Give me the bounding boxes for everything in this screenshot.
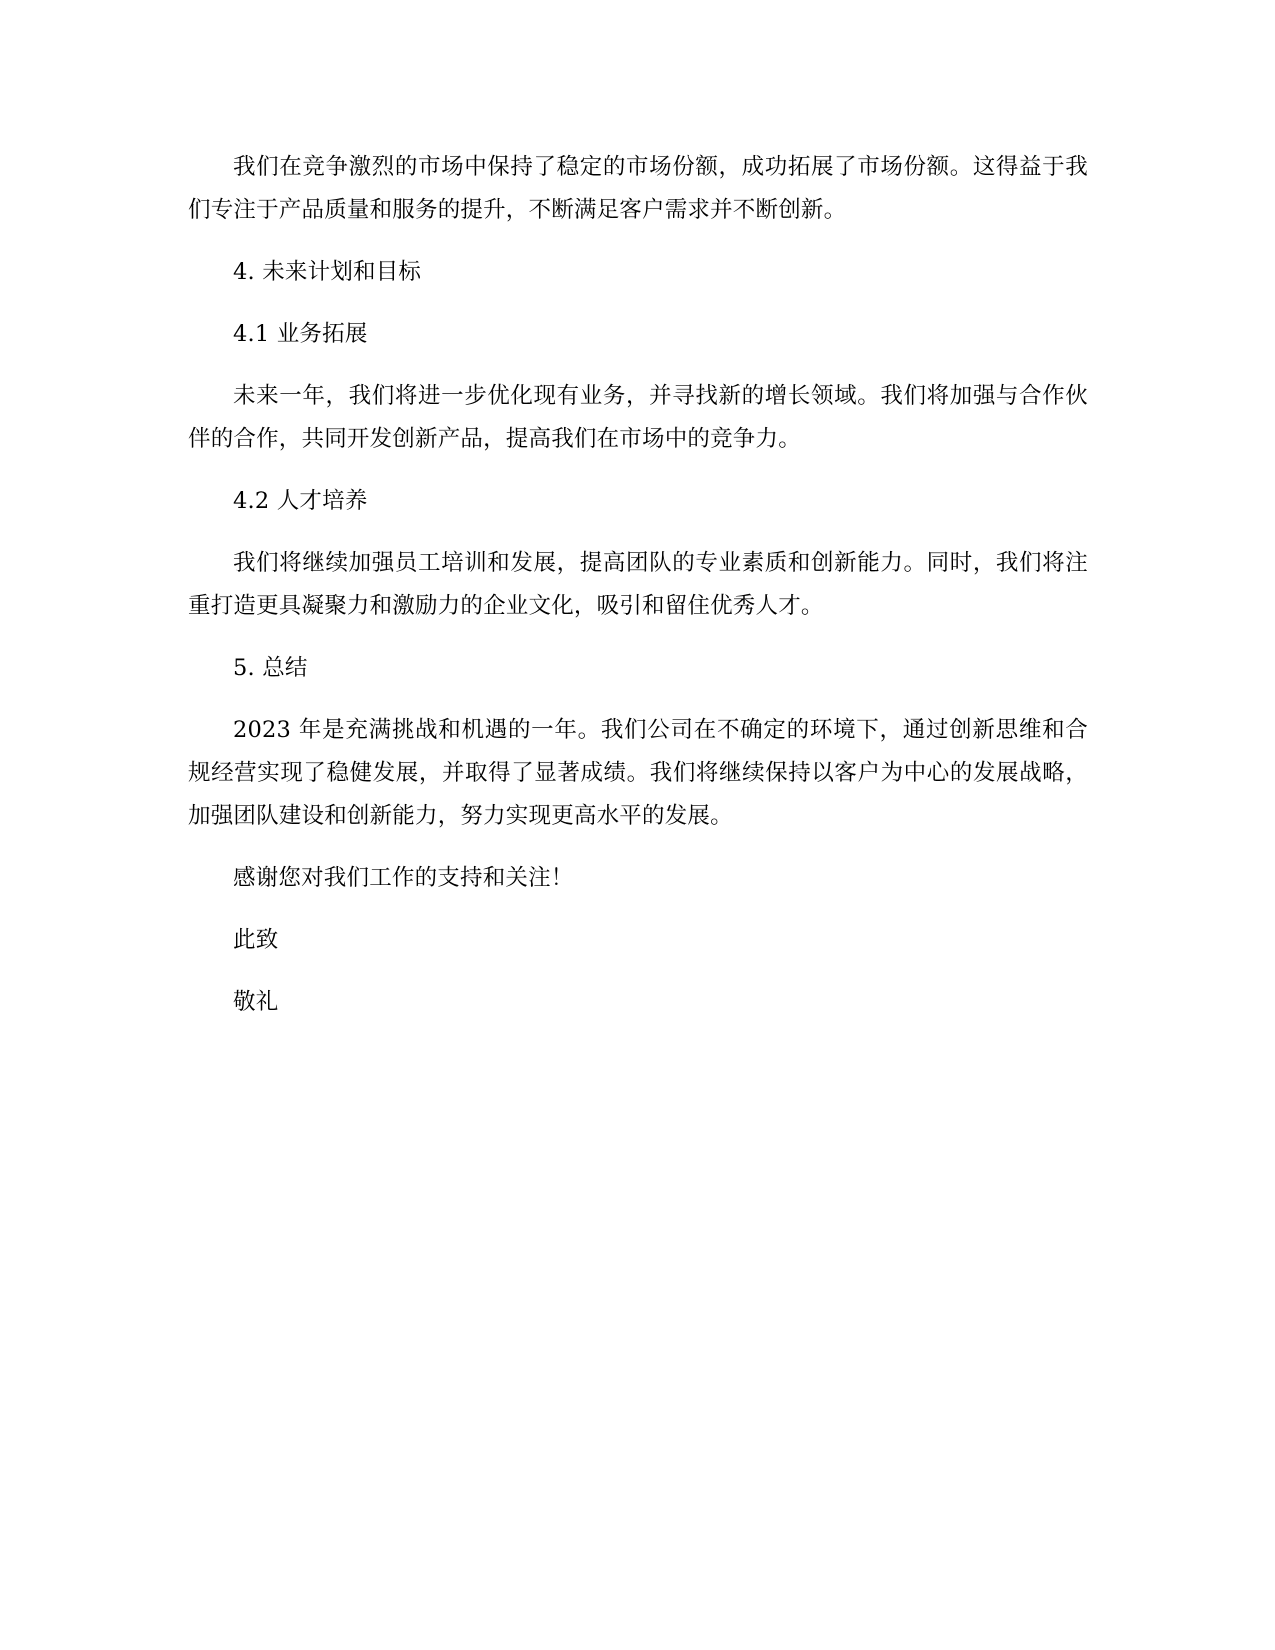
closing-thanks: 感谢您对我们工作的支持和关注！: [233, 865, 574, 891]
subsection-heading-talent-development: 4.2 人才培养: [233, 488, 368, 514]
closing-salutation: 此致: [233, 927, 279, 953]
paragraph-market-share: 我们在竞争激烈的市场中保持了稳定的市场份额，成功拓展了市场份额。这得益于我们专注于产品质量和服务的提升，不断满足客户需求并不断创新。: [188, 154, 1088, 223]
closing-regards: 敬礼: [233, 989, 279, 1015]
paragraph-business-expansion: 未来一年，我们将进一步优化现有业务，并寻找新的增长领域。我们将加强与合作伙伴的合作，共同开发创新产品，提高我们在市场中的竞争力。: [188, 383, 1088, 452]
subsection-heading-business-expansion: 4.1 业务拓展: [233, 321, 368, 347]
document-page: [188, 146, 1088, 1043]
paragraph-summary: 2023 年是充满挑战和机遇的一年。我们公司在不确定的环境下，通过创新思维和合规经营实现了稳健发展，并取得了显著成绩。我们将继续保持以客户为中心的发展战略，加强团队建设和创新能力，努力实现更高水平的发展。: [188, 717, 1088, 829]
section-heading-summary: 5. 总结: [233, 655, 308, 681]
section-heading-future-plans: 4. 未来计划和目标: [233, 259, 422, 285]
paragraph-talent-development: 我们将继续加强员工培训和发展，提高团队的专业素质和创新能力。同时，我们将注重打造更具凝聚力和激励力的企业文化，吸引和留住优秀人才。: [188, 550, 1088, 619]
